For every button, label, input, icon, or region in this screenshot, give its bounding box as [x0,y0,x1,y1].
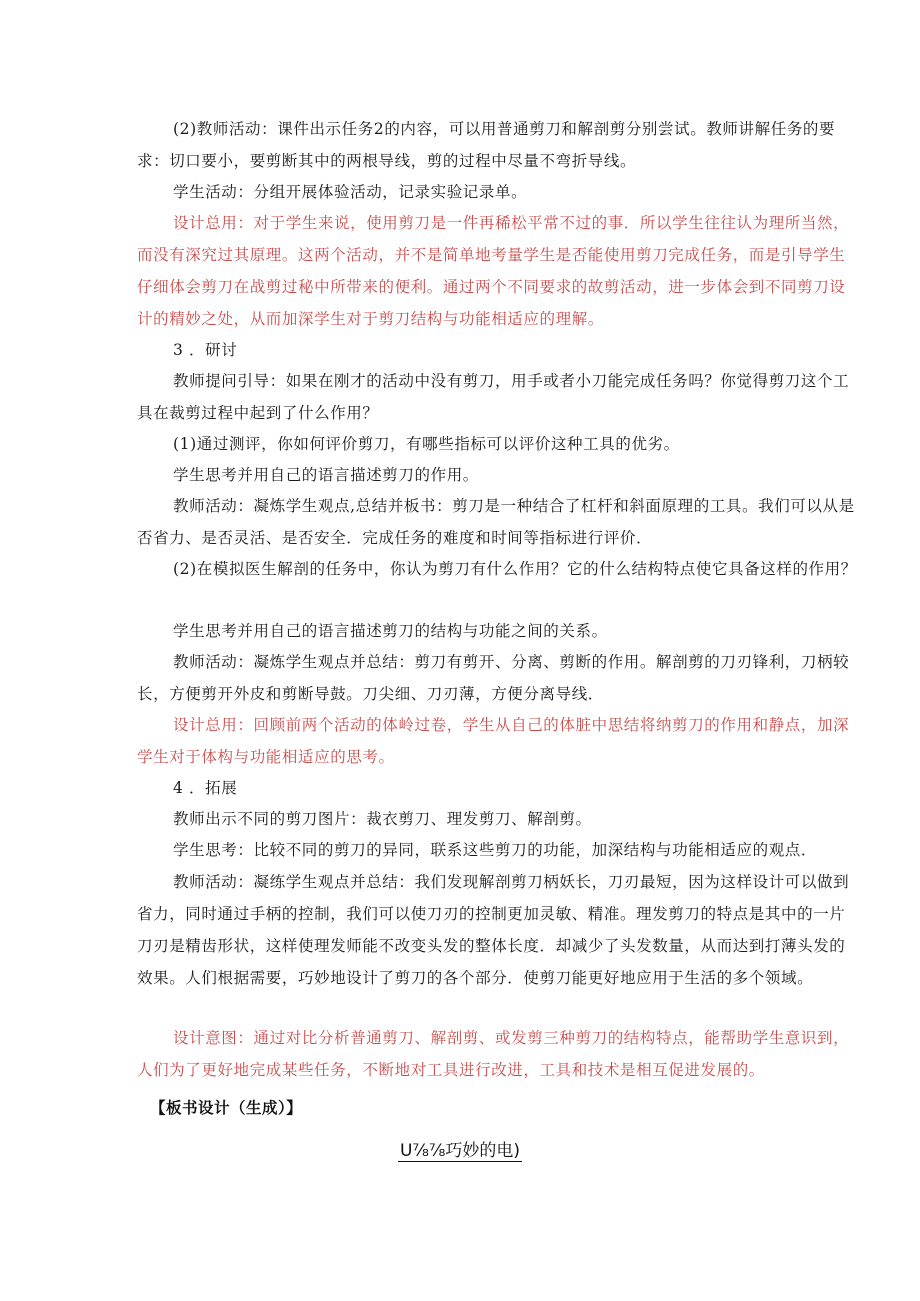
paragraph-student-activity: 学生活动：分组开展体验活动，记录实验记录单。 [173,183,528,201]
paragraph-teacher-show-images: 教师出示不同的剪刀图片：裁衣剪刀、理发剪刀、解剖剪。 [173,810,592,828]
paragraph-design-note-1: 设计总用：对于学生来说，使用剪刀是一件再稀松平常不过的事．所以学生往往认为理所当然，而没有深究过其原理。这两个活动，并不是简单地考量学生是否能使用剪刀完成任务，而是引导学生仔细体会剪刀在战剪过秘中所带来的便利。通过两个不同要求的故剪活动，进一步体会到不同剪刀设计的精妙之处，从而加深学生对于剪刀结构与功能相适应的理解。 [137,214,850,328]
paragraph-student-thinking-2: 学生思考并用自己的语言描述剪刀的结构与功能之间的关系。 [173,622,608,640]
paragraph-teacher-summary-1: 教师活动：凝炼学生观点,总结并板书：剪刀是一种结合了杠杆和斜面原理的工具。我们可以从是否省力、是否灵活、是否安全．完成任务的难度和时间等指标进行评价． [137,497,855,547]
paragraph-task2-teacher: (2)教师活动：课件出示任务2的内容，可以用普通剪刀和解剖剪分别尝试。教师讲解任务的要求：切口要小，要剪断其中的两根导线，剪的过程中尽量不弯折导线。 [137,120,836,170]
board-design-heading: 【板书设计（生成）】 [150,1099,303,1117]
paragraph-teacher-summary-2: 教师活动：凝炼学生观点并总结：剪刀有剪开、分离、剪断的作用。解剖剪的刀刃锋利，刀柄较长，方便剪开外皮和剪断导鼓。刀尖细、刀刃薄，方便分离导线． [137,653,850,703]
paragraph-question-2: (2)在模拟医生解剖的任务中，你认为剪刀有什么作用？它的什么结构特点使它具备这样的作用？ [173,560,857,578]
section-heading-extension: 4 ．拓展 [173,779,238,797]
paragraph-design-note-2: 设计总用：回顾前两个活动的体岭过卷，学生从自己的体脏中思结将纳剪刀的作用和静点，加深学生对于体构与功能相适应的思考。 [137,716,850,766]
paragraph-student-compare: 学生思考：比较不同的剪刀的异同，联系这些剪刀的功能，加深结构与功能相适应的观点． [173,841,818,859]
section-heading-discussion: 3 ．研讨 [173,341,238,359]
board-title [0,1136,920,1161]
paragraph-teacher-question: 教师提问引导：如果在刚才的活动中没有剪刀，用手或者小刀能完成任务吗？你觉得剪刀这个工具在裁剪过程中起到了什么作用？ [137,372,850,422]
board-title-text: U⅞⅞巧妙的电) [399,1141,521,1161]
paragraph-student-thinking-1: 学生思考并用自己的语言描述剪刀的作用。 [173,466,479,484]
paragraph-design-intent: 设计意图：通过对比分析普通剪刀、解剖剪、或发剪三种剪刀的结构特点，能帮助学生意识到，人们为了更好地完成某些任务，不断地对工具进行改进，工具和技术是相互促进发展的。 [137,1029,850,1079]
paragraph-question-1: (1)通过测评，你如何评价剪刀，有哪些指标可以评价这种工具的优劣。 [173,435,680,453]
paragraph-teacher-summary-3: 教师活动：凝练学生观点并总结：我们发现解剖剪刀柄妖长，刀刃最短，因为这样设计可以做到省力，同时通过手柄的控制，我们可以使刀刃的控制更加灵敏、精准。理发剪刀的特点是其中的一片刀刃是精齿形状，这样使理发师能不改变头发的整体长度．却减少了头发数量，从而达到打薄头发的效果。人们根据需要，巧妙地设计了剪刀的各个部分．使剪刀能更好地应用于生活的多个领域。 [137,873,850,987]
